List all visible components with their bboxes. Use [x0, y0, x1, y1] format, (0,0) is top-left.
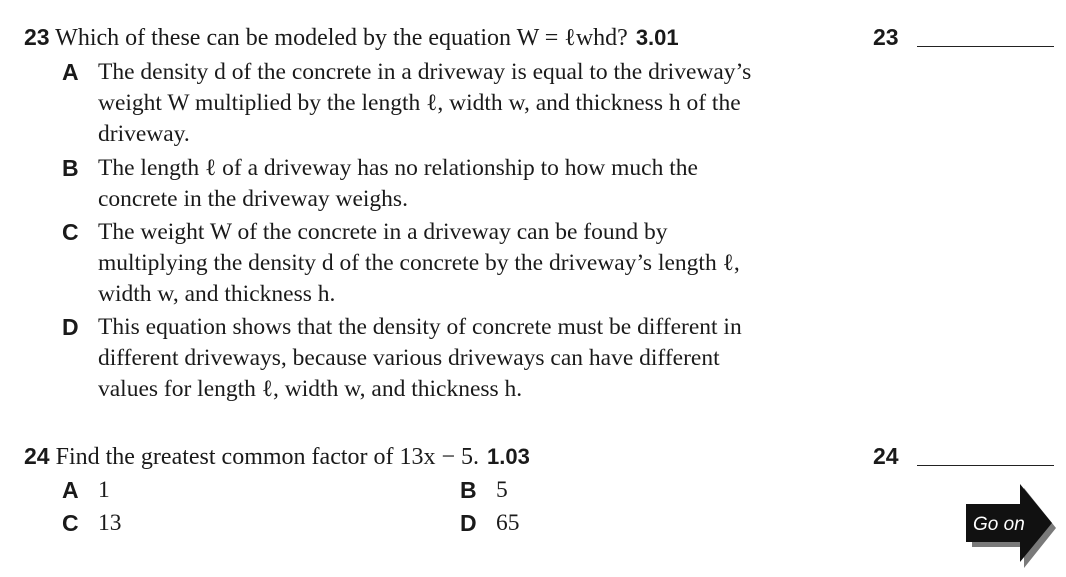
- answer-number: 24: [873, 443, 899, 469]
- option-text: [98, 153, 858, 215]
- option-line: different driveways, because various driveways can have different: [98, 345, 720, 371]
- option-text: [98, 57, 858, 150]
- arrow-right-icon: [962, 482, 1058, 572]
- question-number: 24: [24, 443, 50, 469]
- go-on-label: Go on: [973, 514, 1025, 535]
- option-line: The length ℓ of a driveway has no relationship to how much the: [98, 155, 698, 181]
- option-text: 1: [98, 477, 110, 503]
- answer-line[interactable]: [917, 465, 1054, 466]
- option-line: width w, and thickness h.: [98, 281, 336, 307]
- answer-line[interactable]: [917, 46, 1054, 47]
- option-letter: D: [460, 510, 477, 536]
- option-letter: C: [62, 219, 79, 245]
- option-line: weight W multiplied by the length ℓ, width w, and thickness h of the: [98, 90, 741, 116]
- option-line: multiplying the density d of the concrete by the driveway’s length ℓ,: [98, 250, 740, 276]
- option-letter: C: [62, 510, 79, 536]
- option-line: The density d of the concrete in a driveway is equal to the driveway’s: [98, 59, 752, 85]
- question-text: Which of these can be modeled by the equation W = ℓwhd?: [55, 25, 628, 51]
- question-text: Find the greatest common factor of 13x − 5.: [55, 444, 480, 470]
- option-letter: B: [62, 155, 79, 181]
- option-letter: A: [62, 59, 79, 85]
- option-text: 13: [98, 510, 122, 536]
- option-letter: A: [62, 477, 79, 503]
- standard-code: 1.03: [487, 444, 530, 469]
- option-line: The weight W of the concrete in a driveway can be found by: [98, 219, 668, 245]
- option-text: [98, 312, 858, 405]
- option-text: 65: [496, 510, 520, 536]
- option-text: 5: [496, 477, 508, 503]
- option-line: This equation shows that the density of concrete must be different in: [98, 314, 742, 340]
- option-letter: D: [62, 314, 79, 340]
- answer-number: 23: [873, 24, 899, 50]
- option-line: driveway.: [98, 121, 190, 147]
- option-line: concrete in the driveway weighs.: [98, 186, 408, 212]
- option-letter: B: [460, 477, 477, 503]
- option-text: [98, 217, 858, 310]
- option-line: values for length ℓ, width w, and thickness h.: [98, 376, 523, 402]
- question-23-stem: [24, 22, 679, 53]
- standard-code: 3.01: [635, 25, 679, 50]
- question-24-stem: [24, 441, 530, 472]
- go-on-button[interactable]: [962, 482, 1058, 572]
- question-number: 23: [24, 24, 50, 50]
